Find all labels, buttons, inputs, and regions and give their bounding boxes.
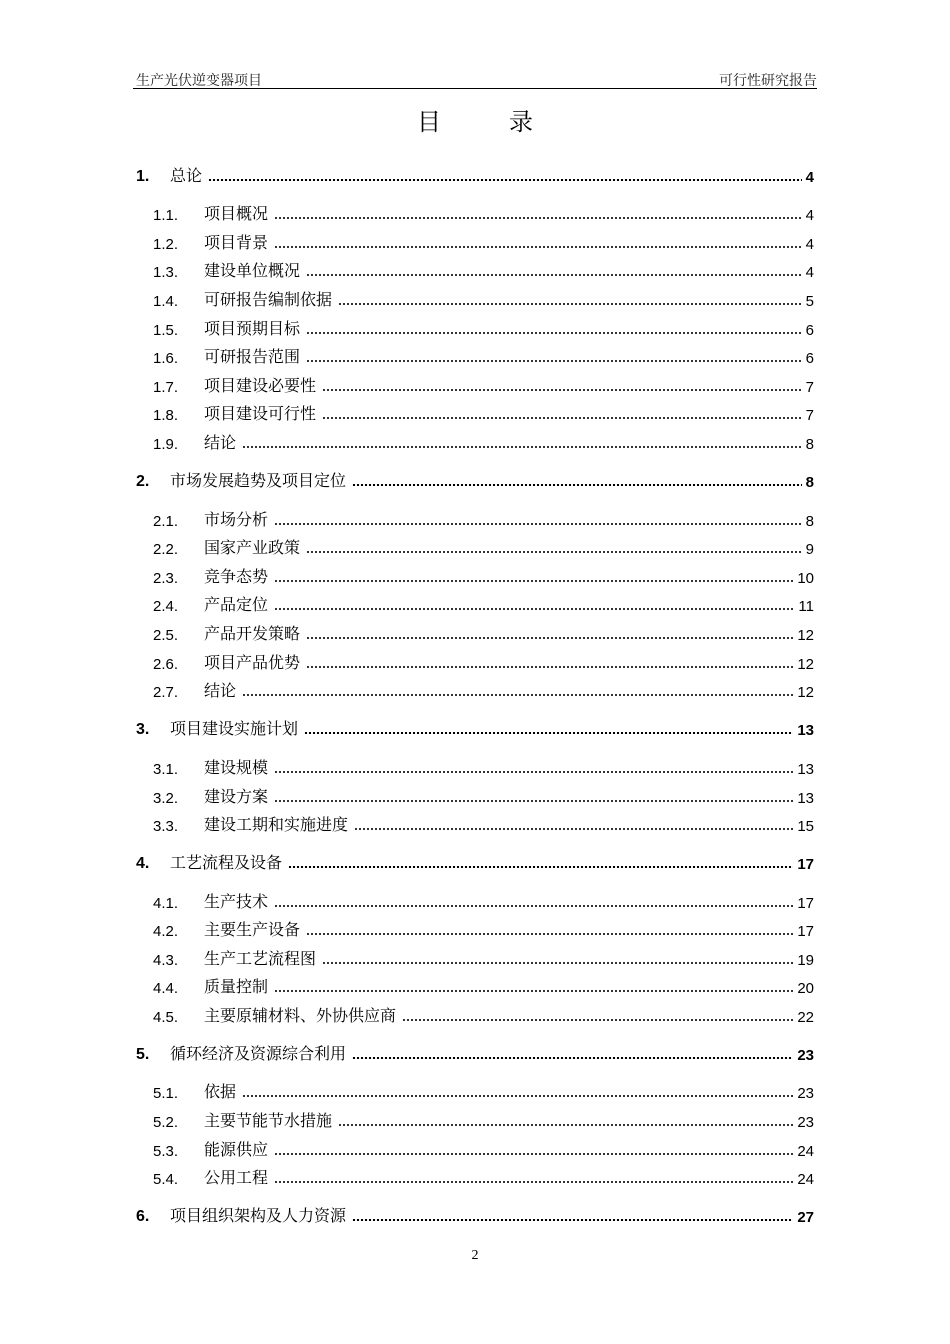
toc-entry-title: 项目建设实施计划	[170, 719, 299, 738]
toc-section-entry[interactable]	[0, 255, 950, 281]
toc-section-entry[interactable]	[0, 781, 950, 807]
toc-entry-page: 6	[805, 322, 814, 339]
toc-dot-leader	[304, 732, 793, 734]
toc-entry-title: 产品开发策略	[204, 624, 301, 643]
toc-entry-page: 8	[805, 513, 814, 530]
toc-section-entry[interactable]	[0, 398, 950, 424]
toc-entry-page: 22	[797, 1009, 814, 1026]
toc-dot-leader	[306, 933, 793, 935]
toc-dot-leader	[352, 1057, 793, 1059]
toc-entry-number: 4.2.	[153, 923, 179, 940]
toc-section-entry[interactable]	[0, 427, 950, 453]
toc-section-entry[interactable]	[0, 1076, 950, 1102]
toc-chapter-entry[interactable]	[0, 847, 950, 873]
toc-entry-title: 主要生产设备	[204, 920, 301, 939]
toc-entry-title: 公用工程	[204, 1168, 269, 1187]
toc-entry-title: 可研报告编制依据	[204, 290, 333, 309]
toc-dot-leader	[274, 580, 793, 582]
toc-section-entry[interactable]	[0, 647, 950, 673]
toc-entry-number: 1.5.	[153, 322, 179, 339]
toc-dot-leader	[322, 389, 802, 391]
toc-chapter-entry[interactable]	[0, 160, 950, 186]
toc-entry-page: 24	[797, 1171, 814, 1188]
toc-entry-number: 4.	[136, 855, 150, 872]
toc-entry-number: 5.	[136, 1046, 150, 1063]
toc-dot-leader	[274, 246, 802, 248]
toc-dot-leader	[274, 1153, 793, 1155]
toc-entry-page: 20	[797, 980, 814, 997]
toc-entry-page: 8	[805, 436, 814, 453]
toc-entry-page: 27	[797, 1209, 814, 1226]
toc-section-entry[interactable]	[0, 618, 950, 644]
toc-entry-title: 项目建设必要性	[204, 376, 317, 395]
toc-dot-leader	[274, 217, 802, 219]
toc-dot-leader	[322, 962, 793, 964]
toc-section-entry[interactable]	[0, 675, 950, 701]
toc-entry-page: 17	[797, 856, 814, 873]
toc-section-entry[interactable]	[0, 886, 950, 912]
toc-entry-title: 产品定位	[204, 595, 269, 614]
toc-entry-title: 生产工艺流程图	[204, 949, 317, 968]
toc-entry-number: 1.4.	[153, 293, 179, 310]
toc-entry-number: 3.1.	[153, 761, 179, 778]
toc-entry-number: 1.2.	[153, 236, 179, 253]
toc-entry-number: 3.	[136, 721, 150, 738]
toc-entry-number: 1.	[136, 168, 150, 185]
header-rule	[133, 88, 817, 89]
toc-section-entry[interactable]	[0, 227, 950, 253]
toc-entry-title: 市场分析	[204, 510, 269, 529]
toc-dot-leader	[402, 1019, 793, 1021]
toc-dot-leader	[242, 1095, 793, 1097]
toc-entry-number: 4.1.	[153, 895, 179, 912]
toc-entry-title: 结论	[204, 681, 237, 700]
toc-entry-title: 循环经济及资源综合利用	[170, 1044, 347, 1063]
toc-entry-title: 项目组织架构及人力资源	[170, 1206, 347, 1225]
toc-entry-page: 4	[805, 169, 814, 186]
toc-dot-leader	[306, 666, 793, 668]
toc-section-entry[interactable]	[0, 370, 950, 396]
toc-entry-number: 1.8.	[153, 407, 179, 424]
toc-dot-leader	[338, 303, 802, 305]
toc-entry-title: 可研报告范围	[204, 347, 301, 366]
toc-section-entry[interactable]	[0, 914, 950, 940]
toc-dot-leader	[306, 274, 802, 276]
toc-section-entry[interactable]	[0, 809, 950, 835]
toc-entry-number: 5.4.	[153, 1171, 179, 1188]
toc-entry-number: 2.3.	[153, 570, 179, 587]
toc-entry-title: 建设单位概况	[204, 261, 301, 280]
toc-dot-leader	[352, 484, 802, 486]
toc-section-entry[interactable]	[0, 752, 950, 778]
toc-entry-page: 11	[798, 598, 814, 615]
toc-entry-title: 项目预期目标	[204, 319, 301, 338]
toc-entry-number: 2.4.	[153, 598, 179, 615]
toc-entry-page: 15	[797, 818, 814, 835]
toc-entry-title: 建设工期和实施进度	[204, 815, 349, 834]
toc-entry-number: 2.7.	[153, 684, 179, 701]
toc-section-entry[interactable]	[0, 1134, 950, 1160]
toc-entry-number: 1.3.	[153, 264, 179, 281]
toc-dot-leader	[274, 905, 793, 907]
toc-entry-number: 3.2.	[153, 790, 179, 807]
toc-entry-number: 1.6.	[153, 350, 179, 367]
header-project-name: 生产光伏逆变器项目	[136, 73, 262, 89]
toc-entry-page: 24	[797, 1143, 814, 1160]
toc-dot-leader	[306, 332, 802, 334]
page-title: 目录	[417, 108, 601, 136]
toc-entry-title: 总论	[170, 166, 203, 185]
toc-entry-title: 生产技术	[204, 892, 269, 911]
toc-section-entry[interactable]	[0, 313, 950, 339]
toc-entry-title: 依据	[204, 1082, 237, 1101]
toc-entry-number: 2.1.	[153, 513, 179, 530]
toc-entry-title: 主要节能节水措施	[204, 1111, 333, 1130]
toc-entry-title: 国家产业政策	[204, 538, 301, 557]
toc-entry-title: 项目背景	[204, 233, 269, 252]
toc-entry-page: 5	[805, 293, 814, 310]
toc-section-entry[interactable]	[0, 1162, 950, 1188]
toc-entry-number: 6.	[136, 1208, 150, 1225]
toc-dot-leader	[338, 1124, 793, 1126]
toc-entry-title: 能源供应	[204, 1140, 269, 1159]
toc-entry-page: 4	[805, 236, 814, 253]
toc-entry-number: 5.3.	[153, 1143, 179, 1160]
toc-entry-page: 10	[797, 570, 814, 587]
toc-entry-number: 4.4.	[153, 980, 179, 997]
toc-entry-title: 工艺流程及设备	[170, 853, 283, 872]
toc-dot-leader	[242, 446, 802, 448]
toc-entry-page: 6	[805, 350, 814, 367]
toc-section-entry[interactable]	[0, 1000, 950, 1026]
toc-chapter-entry[interactable]	[0, 1038, 950, 1064]
toc-dot-leader	[354, 828, 793, 830]
toc-dot-leader	[352, 1219, 793, 1221]
toc-section-entry[interactable]	[0, 198, 950, 224]
toc-entry-page: 7	[805, 407, 814, 424]
toc-entry-title: 建设规模	[204, 758, 269, 777]
toc-entry-page: 13	[797, 790, 814, 807]
toc-section-entry[interactable]	[0, 341, 950, 367]
toc-dot-leader	[306, 637, 793, 639]
header-report-type: 可行性研究报告	[719, 73, 817, 89]
toc-entry-page: 4	[805, 207, 814, 224]
toc-entry-page: 17	[797, 895, 814, 912]
toc-entry-title: 质量控制	[204, 977, 269, 996]
toc-entry-title: 建设方案	[204, 787, 269, 806]
toc-entry-page: 12	[797, 684, 814, 701]
toc-section-entry[interactable]	[0, 284, 950, 310]
toc-section-entry[interactable]	[0, 504, 950, 530]
toc-entry-title: 项目产品优势	[204, 653, 301, 672]
toc-entry-number: 4.5.	[153, 1009, 179, 1026]
toc-entry-number: 2.	[136, 473, 150, 490]
toc-dot-leader	[274, 800, 793, 802]
toc-entry-page: 7	[805, 379, 814, 396]
toc-dot-leader	[322, 417, 802, 419]
toc-entry-number: 2.6.	[153, 656, 179, 673]
toc-dot-leader	[288, 866, 793, 868]
toc-entry-page: 17	[797, 923, 814, 940]
toc-entry-number: 4.3.	[153, 952, 179, 969]
toc-entry-number: 3.3.	[153, 818, 179, 835]
toc-entry-page: 13	[797, 761, 814, 778]
toc-dot-leader	[306, 360, 802, 362]
toc-entry-title: 项目建设可行性	[204, 404, 317, 423]
toc-entry-number: 1.7.	[153, 379, 179, 396]
toc-dot-leader	[274, 608, 794, 610]
toc-entry-page: 9	[805, 541, 814, 558]
toc-entry-page: 23	[797, 1047, 814, 1064]
toc-entry-page: 4	[805, 264, 814, 281]
toc-entry-title: 主要原辅材料、外协供应商	[204, 1006, 397, 1025]
toc-section-entry[interactable]	[0, 532, 950, 558]
toc-section-entry[interactable]	[0, 589, 950, 615]
toc-entry-title: 竞争态势	[204, 567, 269, 586]
toc-dot-leader	[274, 523, 802, 525]
toc-dot-leader	[274, 1181, 793, 1183]
toc-entry-page: 23	[797, 1114, 814, 1131]
toc-section-entry[interactable]	[0, 1105, 950, 1131]
toc-entry-number: 5.2.	[153, 1114, 179, 1131]
page-number: 2	[471, 1248, 479, 1263]
toc-entry-title: 市场发展趋势及项目定位	[170, 471, 347, 490]
toc-dot-leader	[208, 179, 802, 181]
toc-entry-page: 19	[797, 952, 814, 969]
toc-entry-title: 结论	[204, 433, 237, 452]
toc-entry-number: 2.2.	[153, 541, 179, 558]
toc-entry-title: 项目概况	[204, 204, 269, 223]
toc-entry-number: 2.5.	[153, 627, 179, 644]
toc-dot-leader	[242, 694, 793, 696]
toc-entry-page: 13	[797, 722, 814, 739]
toc-entry-page: 12	[797, 627, 814, 644]
toc-section-entry[interactable]	[0, 561, 950, 587]
toc-entry-number: 1.9.	[153, 436, 179, 453]
toc-entry-number: 5.1.	[153, 1085, 179, 1102]
toc-section-entry[interactable]	[0, 943, 950, 969]
toc-entry-page: 23	[797, 1085, 814, 1102]
toc-chapter-entry[interactable]	[0, 465, 950, 491]
toc-dot-leader	[306, 551, 802, 553]
toc-chapter-entry[interactable]	[0, 1200, 950, 1226]
toc-dot-leader	[274, 771, 793, 773]
toc-section-entry[interactable]	[0, 971, 950, 997]
toc-entry-page: 12	[797, 656, 814, 673]
toc-dot-leader	[274, 990, 793, 992]
toc-entry-number: 1.1.	[153, 207, 179, 224]
toc-chapter-entry[interactable]	[0, 713, 950, 739]
toc-entry-page: 8	[805, 474, 814, 491]
